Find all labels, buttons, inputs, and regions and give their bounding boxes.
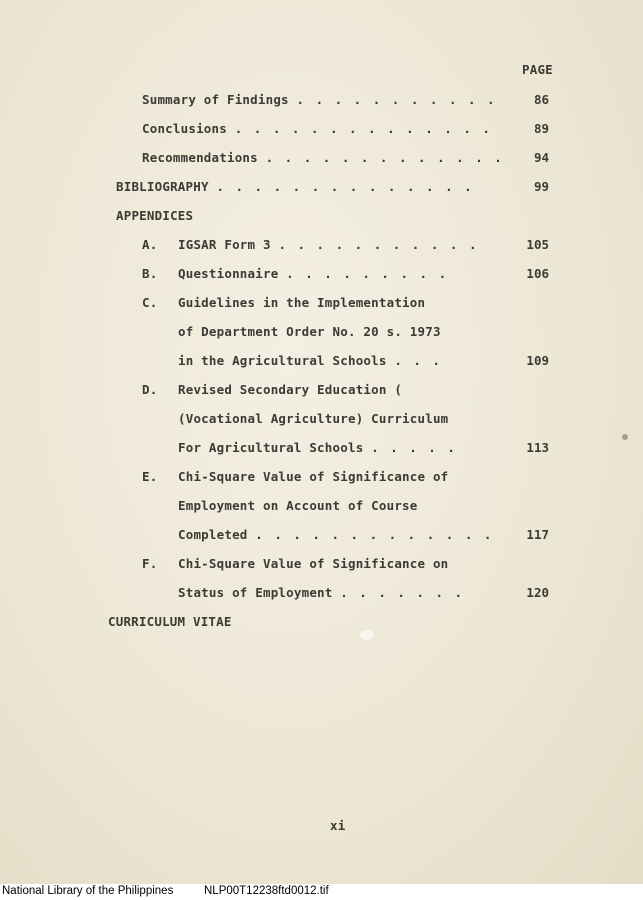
toc-appendix-f-letter: F. [142,556,158,571]
toc-leader-dots: . . . [394,353,442,368]
toc-page-number: 106 [526,266,549,281]
toc-appendix-d-line2: (Vocational Agriculture) Curriculum [178,411,449,426]
toc-leader-dots: . . . . . . . . . . . . . . [216,179,474,194]
toc-leader-dots: . . . . . . . . . . . [296,92,497,107]
toc-appendix-b [178,266,448,281]
page-column-heading: PAGE [522,62,553,77]
toc-label: IGSAR Form 3 [178,237,271,252]
toc-appendix-a [178,237,479,252]
toc-appendix-e-line1: Chi-Square Value of Significance of [178,469,449,484]
library-caption: National Library of the Philippines [2,885,174,897]
toc-entry-summary [142,92,497,107]
toc-entry-recommendations [142,150,504,165]
toc-appendix-c-line1: Guidelines in the Implementation [178,295,426,310]
page-number: xi [330,818,346,833]
toc-page-number: 89 [533,121,549,136]
file-caption: NLP00T12238ftd0012.tif [204,885,329,897]
toc-leader-dots: . . . . . [371,440,457,455]
toc-page-number: 113 [526,440,549,455]
toc-appendix-c-line3 [178,353,442,368]
toc-appendix-c-line2: of Department Order No. 20 s. 1973 [178,324,441,339]
toc-appendix-e-line2: Employment on Account of Course [178,498,418,513]
paper-speck [622,434,628,440]
toc-label: Questionnaire [178,266,279,281]
toc-page-number: 120 [526,585,549,600]
toc-entry-bibliography [116,179,474,194]
paper-blemish [360,630,374,640]
toc-label: BIBLIOGRAPHY [116,179,209,194]
toc-entry-curriculum-vitae: CURRICULUM VITAE [108,614,232,629]
toc-appendix-f-line2 [178,585,464,600]
toc-leader-dots: . . . . . . . . . . . . . [265,150,504,165]
toc-page-number: 105 [526,237,549,252]
toc-appendix-d-line3 [178,440,457,455]
toc-section-appendices: APPENDICES [116,208,194,223]
toc-entry-conclusions [142,121,492,136]
toc-appendix-c-letter: C. [142,295,158,310]
toc-appendix-e-letter: E. [142,469,158,484]
toc-appendix-e-line3 [178,527,493,542]
toc-label: in the Agricultural Schools [178,353,387,368]
toc-appendix-b-letter: B. [142,266,158,281]
toc-page-number: 117 [526,527,549,542]
toc-appendix-d-letter: D. [142,382,158,397]
toc-leader-dots: . . . . . . . [340,585,465,600]
toc-leader-dots: . . . . . . . . . . . . . . [234,121,492,136]
toc-leader-dots: . . . . . . . . . . . [278,237,479,252]
toc-label: Conclusions [142,121,227,136]
toc-label: Status of Employment [178,585,333,600]
toc-page-number: 99 [533,179,549,194]
toc-label: Completed [178,527,248,542]
toc-appendix-f-line1: Chi-Square Value of Significance on [178,556,449,571]
toc-appendix-a-letter: A. [142,237,158,252]
toc-page-number: 109 [526,353,549,368]
toc-leader-dots: . . . . . . . . . [286,266,449,281]
toc-label: Recommendations [142,150,258,165]
toc-label: Summary of Findings [142,92,289,107]
toc-leader-dots: . . . . . . . . . . . . . [255,527,494,542]
toc-appendix-d-line1: Revised Secondary Education ( [178,382,403,397]
toc-page-number: 94 [533,150,549,165]
toc-page-number: 86 [533,92,549,107]
scan-caption-bar [0,884,643,900]
toc-label: For Agricultural Schools [178,440,364,455]
